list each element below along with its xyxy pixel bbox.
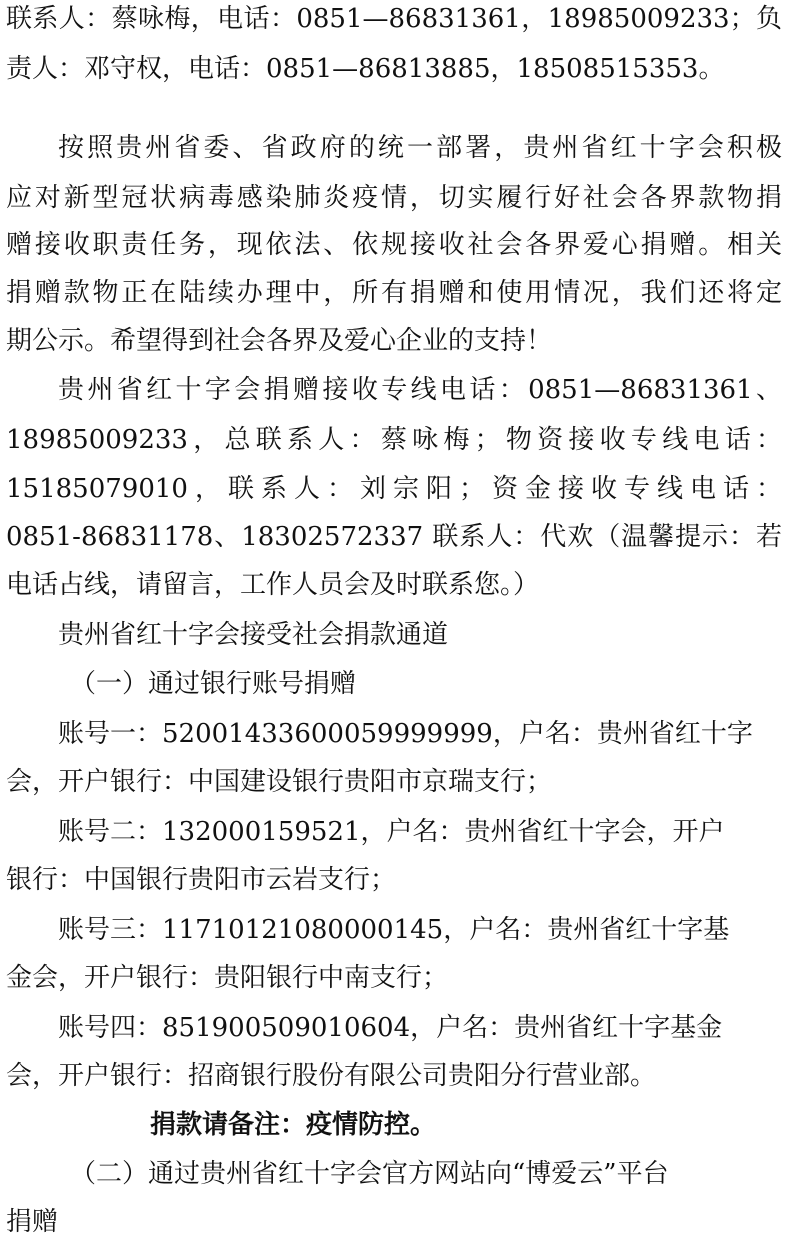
- hotline-line: 贵州省红十字会捐赠接收专线电话：0851—86831361、: [58, 375, 782, 405]
- hotline-line: 18985009233，总联系人：蔡咏梅；物资接收专线电话：: [6, 425, 782, 455]
- account-line: 账号一：52001433600059999999，户名：贵州省红十字: [58, 719, 753, 749]
- paragraph-line: 赠接收职责任务，现依法、依规接收社会各界爱心捐赠。相关: [6, 230, 782, 260]
- section-heading: 贵州省红十字会接受社会捐款通道: [58, 620, 449, 650]
- account-line: 会，开户银行：中国建设银行贵阳市京瑞支行；: [6, 767, 553, 797]
- hotline-line: 15185079010，联系人：刘宗阳；资金接收专线电话：: [6, 474, 782, 504]
- contact-line-1: 联系人：蔡咏梅，电话：0851—86831361，18985009233；负: [6, 4, 782, 34]
- hotline-line: 0851-86831178、18302572337 联系人：代欢（温馨提示：若: [6, 522, 782, 552]
- paragraph-line: 按照贵州省委、省政府的统一部署，贵州省红十字会积极: [58, 133, 782, 163]
- account-line: 会，开户银行：招商银行股份有限公司贵阳分行营业部。: [6, 1061, 657, 1091]
- paragraph-line: 期公示。希望得到社会各界及爱心企业的支持！: [6, 326, 553, 356]
- account-line: 账号三：11710121080000145，户名：贵州省红十字基: [58, 915, 730, 945]
- paragraph-line: 捐赠: [6, 1207, 59, 1237]
- paragraph-line: 捐赠款物正在陆续办理中，所有捐赠和使用情况，我们还将定: [6, 278, 782, 308]
- account-line: 银行：中国银行贵阳市云岩支行；: [6, 865, 397, 895]
- subsection-heading: （一）通过银行账号捐赠: [70, 669, 357, 699]
- contact-line-2: 责人：邓守权，电话：0851—86813885，18508515353。: [6, 54, 725, 84]
- account-line: 金会，开户银行：贵阳银行中南支行；: [6, 963, 449, 993]
- hotline-line: 电话占线，请留言，工作人员会及时联系您。）: [6, 570, 540, 600]
- account-line: 账号四：851900509010604，户名：贵州省红十字基金: [58, 1013, 723, 1043]
- paragraph-line: 应对新型冠状病毒感染肺炎疫情，切实履行好社会各界款物捐: [6, 183, 782, 213]
- subsection-heading: （二）通过贵州省红十字会官方网站向“博爱云”平台: [70, 1159, 669, 1189]
- donation-remark: 捐款请备注：疫情防控。: [150, 1110, 437, 1140]
- account-line: 账号二：132000159521，户名：贵州省红十字会，开户: [58, 817, 725, 847]
